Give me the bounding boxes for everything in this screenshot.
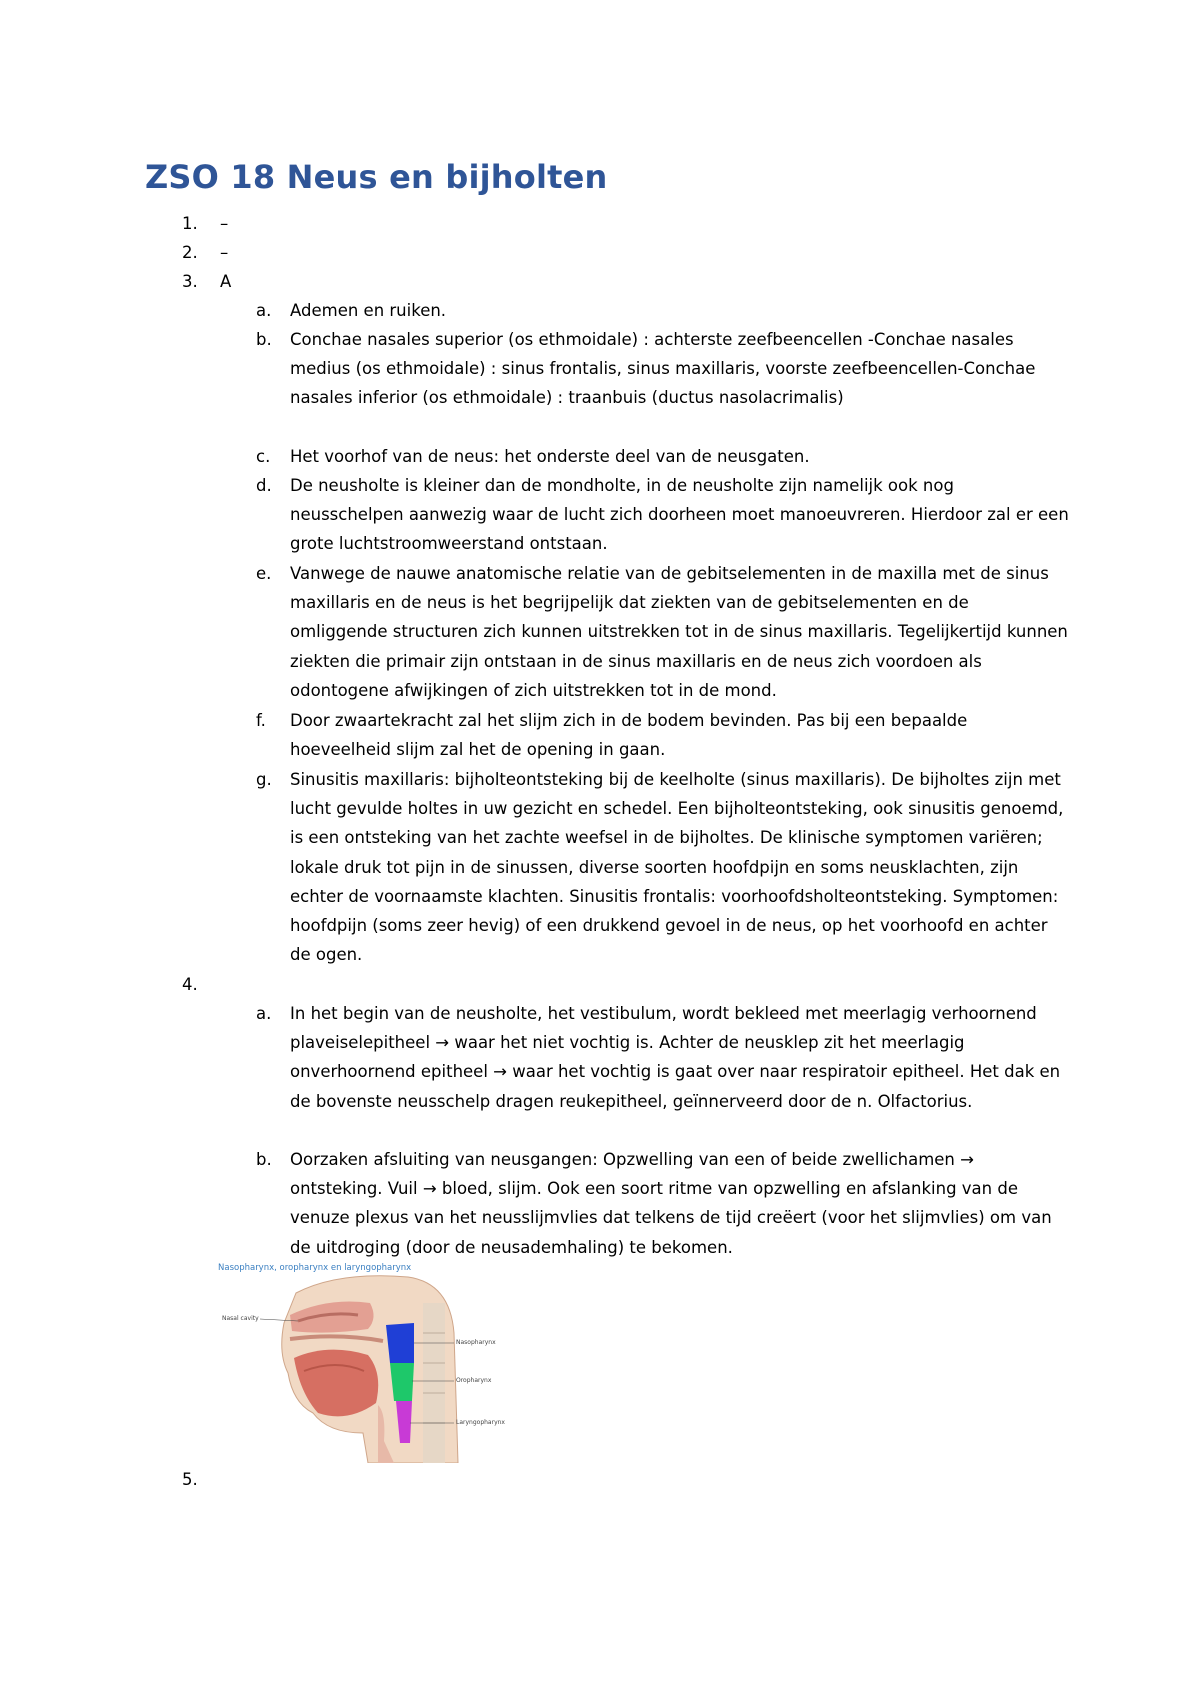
- sub-text: De neusholte is kleiner dan de mondholte, in de neusholte zijn namelijk ook nog neusschelpen aanwezig waar de lucht zich doorheen moet manoeuvreren. Hierdoor zal er een grote luchtstroomweerstand ontstaan.: [290, 476, 1069, 554]
- item-number-3: 3.: [182, 272, 198, 291]
- item-text-2: –: [220, 243, 229, 262]
- sub-text: Sinusitis maxillaris: bijholteontsteking bij de keelholte (sinus maxillaris). De bijholtes zijn met lucht gevulde holtes in uw gezicht en schedel. Een bijholteontsteking, ook sinusitis genoemd, is een ontsteking van het zachte weefsel in de bijholtes. De klinische symptomen variëren; lokale druk tot pijn in de sinussen, diverse soorten hoofdpijn en soms neusklachten, zijn echter de voornaamste klachten. Sinusitis frontalis: voorhoofdsholteontsteking. Symptomen: hoofdpijn (soms zeer hevig) of een drukkend gevoel in de neus, op het voorhoofd en achter de ogen.: [290, 770, 1064, 965]
- sub-letter: e.: [256, 564, 272, 583]
- item-text-1: –: [220, 214, 229, 233]
- label-nasopharynx: Nasopharynx: [456, 1339, 496, 1346]
- label-oropharynx: Oropharynx: [456, 1377, 492, 1384]
- pharynx-illustration: [218, 1263, 524, 1463]
- sub-text: In het begin van de neusholte, het vestibulum, wordt bekleed met meerlagig verhoornend plaveiselepitheel → waar het niet vochtig is. Achter de neusklep zit het meerlagig onverhoornend epitheel → waar het vochtig is gaat over naar respiratoir epitheel. Het dak en de bovenste neusschelp dragen reukepitheel, geïnnerveerd door de n. Olfactorius.: [290, 1004, 1061, 1111]
- sub-letter: g.: [256, 770, 272, 789]
- sub-letter: c.: [256, 447, 271, 466]
- label-laryngopharynx: Laryngopharynx: [456, 1419, 505, 1426]
- sub-letter: f.: [256, 711, 266, 730]
- oropharynx-region: [390, 1363, 414, 1401]
- sub-letter: b.: [256, 330, 272, 349]
- document-title: ZSO 18 Neus en bijholten: [145, 158, 608, 196]
- nasopharynx-region: [386, 1323, 414, 1363]
- sub-letter: b.: [256, 1150, 272, 1169]
- item-text-3: A: [220, 272, 232, 291]
- item-number-2: 2.: [182, 243, 198, 262]
- sub-letter: a.: [256, 301, 272, 320]
- sub-text: Door zwaartekracht zal het slijm zich in de bodem bevinden. Pas bij een bepaalde hoeveelheid slijm zal het de opening in gaan.: [290, 711, 968, 760]
- item-number-4: 4.: [182, 975, 198, 994]
- sub-letter: d.: [256, 476, 272, 495]
- sub-letter: a.: [256, 1004, 272, 1023]
- sub-text: Vanwege de nauwe anatomische relatie van de gebitselementen in de maxilla met de sinus maxillaris en de neus is het begrijpelijk dat ziekten van de gebitselementen en de omliggende structuren zich kunnen uitstrekken tot in de sinus maxillaris. Tegelijkertijd kunnen ziekten die primair zijn ontstaan in de sinus maxillaris en de neus zich voordoen als odontogene afwijkingen of zich uitstrekken tot in de mond.: [290, 564, 1068, 700]
- sub-text: Conchae nasales superior (os ethmoidale) : achterste zeefbeencellen -Conchae nasales medius (os ethmoidale) : sinus frontalis, sinus maxillaris, voorste zeefbeencellen-Conchae nasales inferior (os ethmoidale) : traanbuis (ductus nasolacrimalis): [290, 330, 1036, 408]
- anatomy-figure: [218, 1263, 524, 1463]
- sub-text: Ademen en ruiken.: [290, 301, 447, 320]
- item-number-5: 5.: [182, 1470, 198, 1489]
- figure-caption: Nasopharynx, oropharynx en laryngopharynx: [218, 1263, 412, 1273]
- label-nasal-cavity: Nasal cavity: [222, 1315, 259, 1322]
- sub-text: Het voorhof van de neus: het onderste deel van de neusgaten.: [290, 447, 810, 466]
- item-number-1: 1.: [182, 214, 198, 233]
- sub-text: Oorzaken afsluiting van neusgangen: Opzwelling van een of beide zwellichamen → ontsteking. Vuil → bloed, slijm. Ook een soort ritme van opzwelling en afslanking van de venuze plexus van het neusslijmvlies dat telkens de tijd creëert (voor het slijmvlies) om van de uitdroging (door de neusademhaling) te bekomen.: [290, 1150, 1052, 1257]
